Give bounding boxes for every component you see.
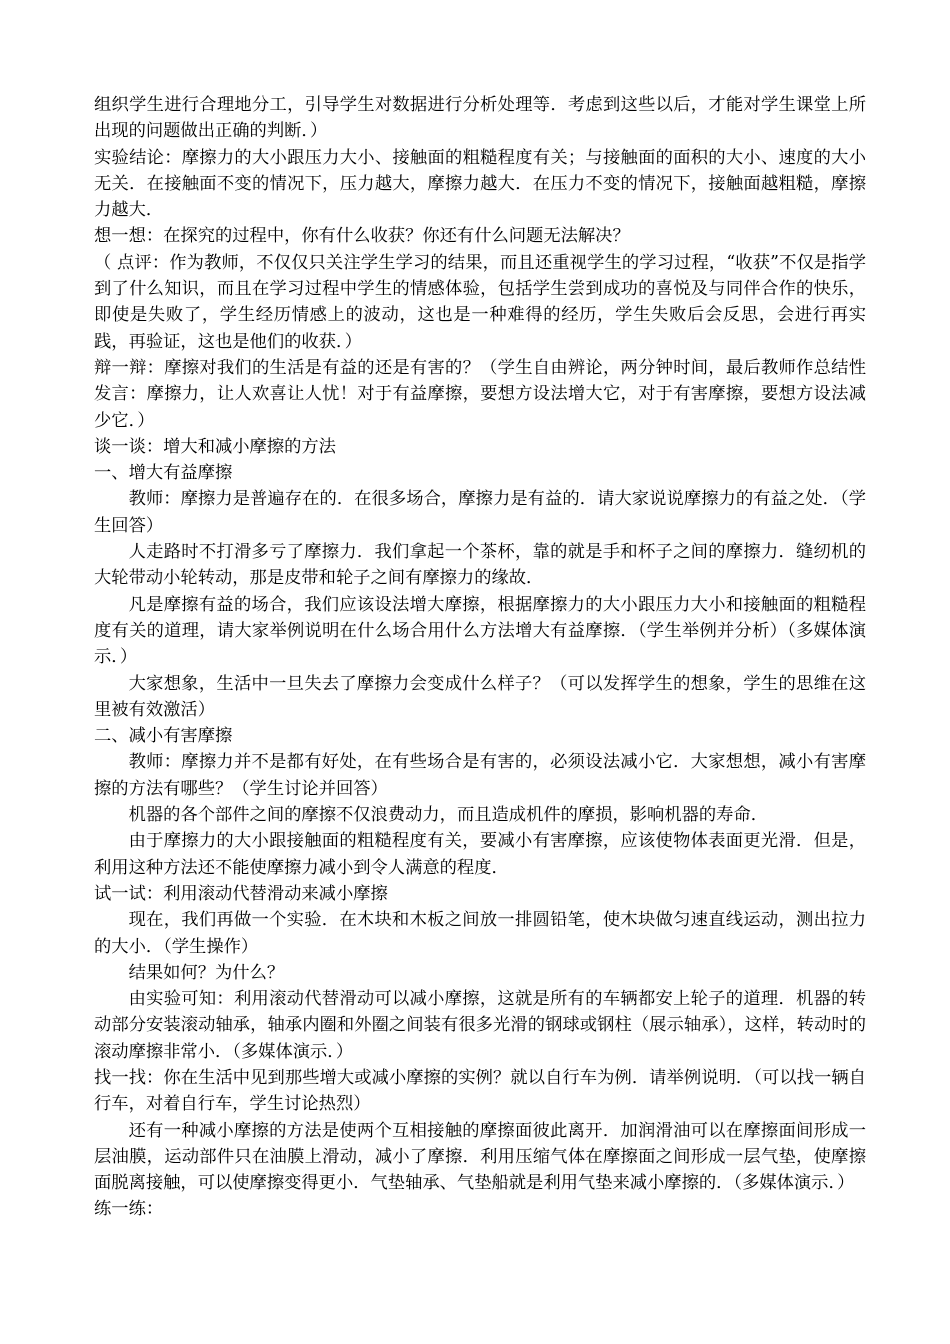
section-heading: 谈一谈：增大和减小摩擦的方法 [94,436,336,457]
paragraph: 教师：摩擦力是普遍存在的．在很多场合，摩擦力是有益的．请大家说说摩擦力的有益之处．（学生回答） [94,489,866,536]
paragraph: 由于摩擦力的大小跟接触面的粗糙程度有关，要减小有害摩擦，应该使物体表面更光滑．但是，利用这种方法还不能使摩擦力减小到令人满意的程度． [94,831,866,878]
paragraph: 想一想：在探究的过程中，你有什么收获？你还有什么问题无法解决？ [94,226,630,247]
paragraph: 人走路时不打滑多亏了摩擦力．我们拿起一个茶杯，靠的就是手和杯子之间的摩擦力．缝纫机的大轮带动小轮转动，那是皮带和轮子之间有摩擦力的缘故． [94,542,866,589]
paragraph: 大家想象，生活中一旦失去了摩擦力会变成什么样子？（可以发挥学生的想象，学生的思维在这里被有效激活） [94,673,866,720]
paragraph: 组织学生进行合理地分工，引导学生对数据进行分析处理等．考虑到这些以后，才能对学生课堂上所出现的问题做出正确的判断．） [94,95,866,142]
section-heading: 试一试：利用滚动代替滑动来减小摩擦 [94,883,388,904]
document-page [94,92,866,1223]
section-heading: 二、减小有害摩擦 [94,726,233,747]
paragraph: 辩一辩：摩擦对我们的生活是有益的还是有害的？（学生自由辨论，两分钟时间，最后教师作总结性发言：摩擦力，让人欢喜让人忧！对于有益摩擦，要想方设法增大它，对于有害摩擦，要想方设法减少它．） [94,357,866,431]
paragraph: 凡是摩擦有益的场合，我们应该设法增大摩擦，根据摩擦力的大小跟压力大小和接触面的粗糙程度有关的道理，请大家举例说明在什么场合用什么方法增大有益摩擦．（学生举例并分析）（多媒体演示．） [94,594,866,668]
paragraph: 由实验可知：利用滚动代替滑动可以减小摩擦，这就是所有的车辆都安上轮子的道理．机器的转动部分安装滚动轴承，轴承内圈和外圈之间装有很多光滑的钢球或钢柱（展示轴承），这样，转动时的滚动摩擦非常小．（多媒体演示．） [94,989,866,1062]
paragraph: 机器的各个部件之间的摩擦不仅浪费动力，而且造成机件的摩损，影响机器的寿命． [128,805,769,826]
section-heading: 练一练： [94,1199,164,1220]
paragraph: 找一找：你在生活中见到那些增大或减小摩擦的实例？就以自行车为例．请举例说明．（可以找一辆自行车，对着自行车，学生讨论热烈） [94,1067,866,1115]
section-heading: 一、增大有益摩擦 [94,463,233,484]
paragraph: 实验结论：摩擦力的大小跟压力大小、接触面的粗糙程度有关；与接触面的面积的大小、速度的大小无关．在接触面不变的情况下，压力越大，摩擦力越大．在压力不变的情况下，接触面越粗糙，摩擦力越大． [94,147,866,221]
paragraph: 现在，我们再做一个实验．在木块和木板之间放一排圆铅笔，使木块做匀速直线运动，测出拉力的大小．（学生操作） [94,910,866,957]
paragraph: 结果如何？为什么？ [128,962,285,983]
paragraph: 教师：摩擦力并不是都有好处，在有些场合是有害的，必须设法减小它．大家想想，减小有害摩擦的方法有哪些？（学生讨论并回答） [94,752,866,799]
paragraph: 还有一种减小摩擦的方法是使两个互相接触的摩擦面彼此离开．加润滑油可以在摩擦面间形成一层油膜，运动部件只在油膜上滑动，减小了摩擦．利用压缩气体在摩擦面之间形成一层气垫，使摩擦面脱离接触，可以使摩擦变得更小．气垫轴承、气垫船就是利用气垫来减小摩擦的．（多媒体演示．） [94,1120,866,1194]
paragraph: （ 点评：作为教师，不仅仅只关注学生学习的结果，而且还重视学生的学习过程，“收获”不仅是指学到了什么知识，而且在学习过程中学生的情感体验，包括学生尝到成功的喜悦及与同伴合作的快乐，即使是失败了，学生经历情感上的波动，这也是一种难得的经历，学生失败后会反思，会进行再实践，再验证，这也是他们的收获．） [94,252,866,352]
